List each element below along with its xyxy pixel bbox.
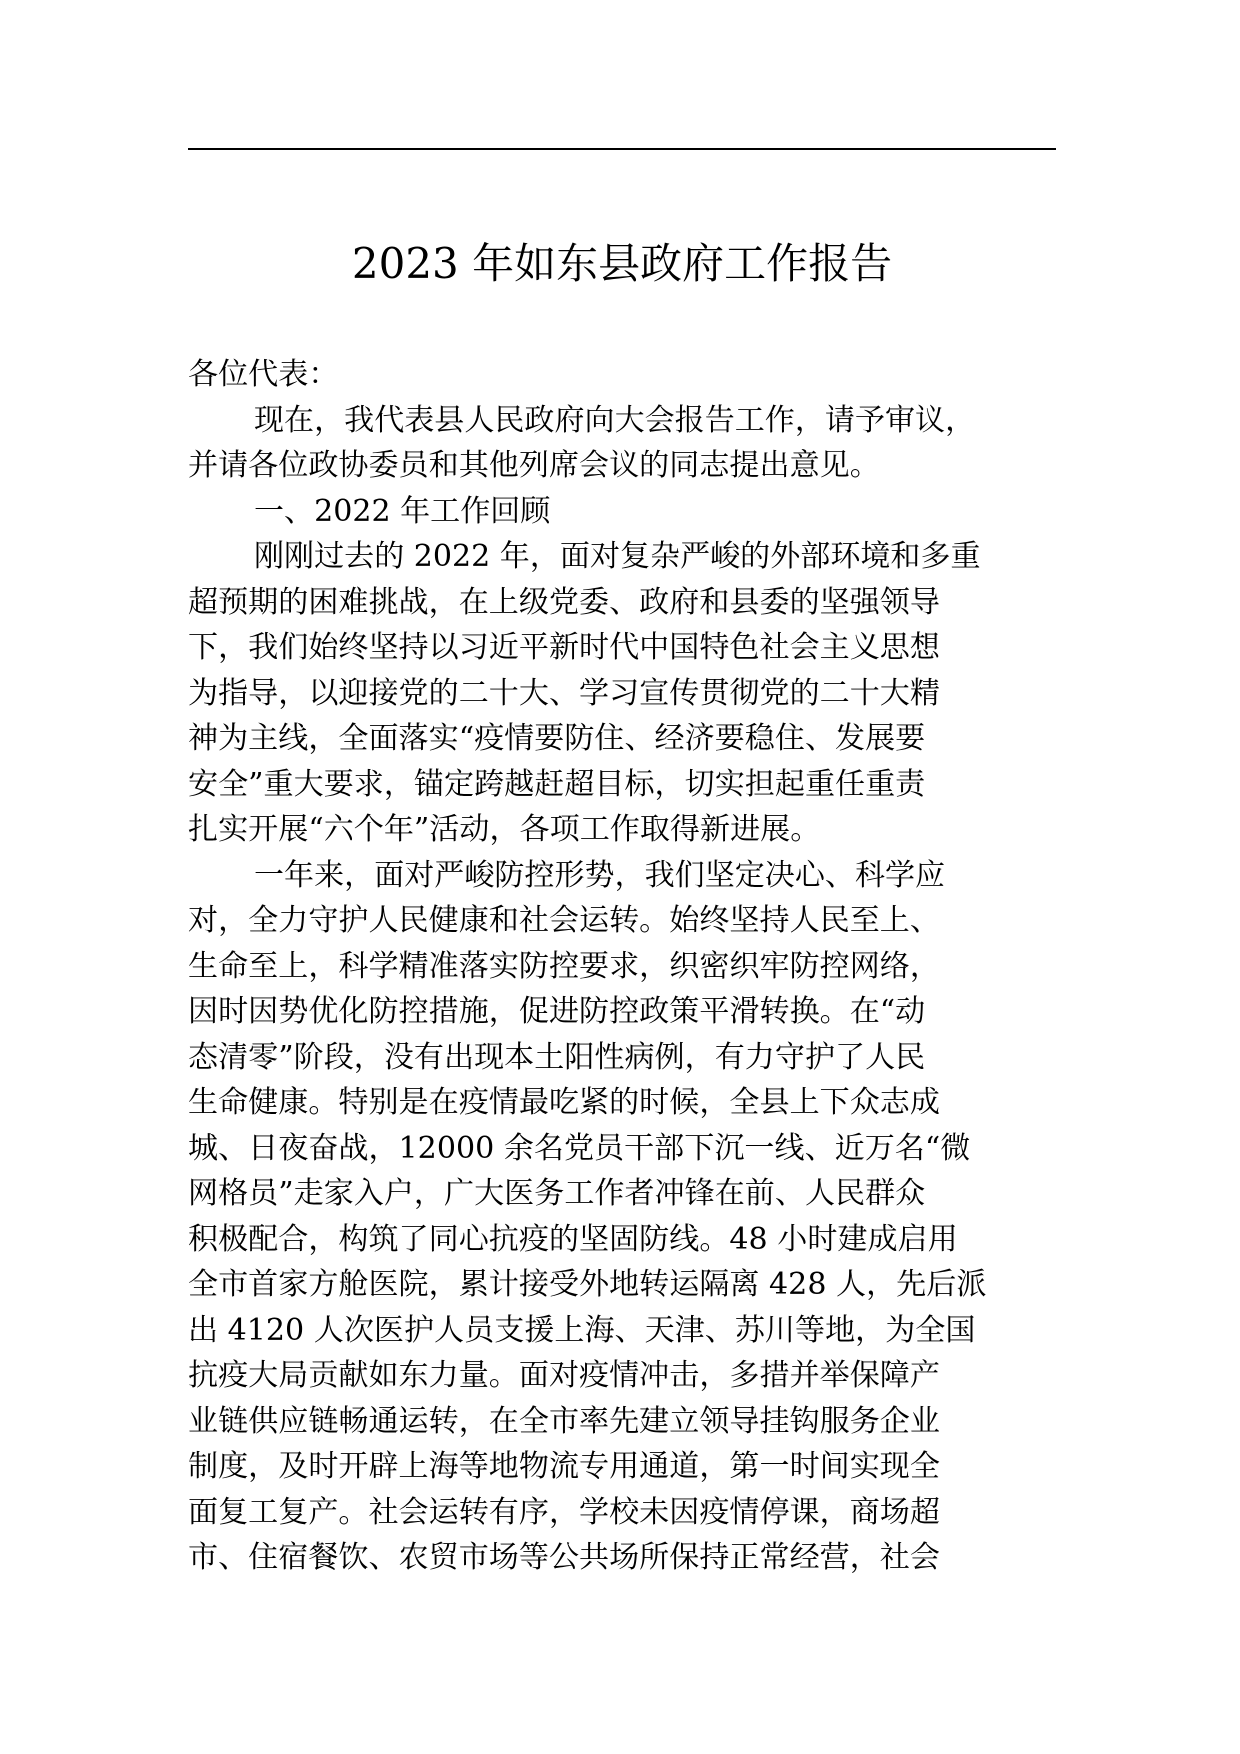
body-line: 积极配合，构筑了同心抗疫的坚固防线。48 小时建成启用 xyxy=(188,1221,958,1257)
body-line: 抗疫大局贡献如东力量。面对疫情冲击，多措并举保障产 xyxy=(188,1358,940,1393)
document-title: 2023 年如东县政府工作报告 xyxy=(351,239,893,288)
body-line: 为指导，以迎接党的二十大、学习宣传贯彻党的二十大精 xyxy=(188,675,940,711)
body-line: 下，我们始终坚持以习近平新时代中国特色社会主义思想 xyxy=(188,630,940,665)
body-line: 市、住宿餐饮、农贸市场等公共场所保持正常经营，社会 xyxy=(188,1540,940,1575)
body-line: 各位代表： xyxy=(188,357,339,392)
body-line: 出 4120 人次医护人员支援上海、天津、苏川等地，为全国 xyxy=(188,1312,976,1348)
body-line: 一年来，面对严峻防控形势，我们坚定决心、科学应 xyxy=(254,857,946,893)
body-line: 因时因势优化防控措施，促进防控政策平滑转换。在“动 xyxy=(188,994,926,1029)
body-line: 现在，我代表县人民政府向大会报告工作，请予审议， xyxy=(254,402,976,438)
header-rule xyxy=(188,148,1056,150)
body-line: 全市首家方舱医院，累计接受外地转运隔离 428 人，先后派 xyxy=(188,1267,987,1302)
body-line: 对，全力守护人民健康和社会运转。始终坚持人民至上、 xyxy=(188,903,940,938)
body-line: 并请各位政协委员和其他列席会议的同志提出意见。 xyxy=(188,448,880,483)
body-line: 制度，及时开辟上海等地物流专用通道，第一时间实现全 xyxy=(188,1449,940,1484)
document-body xyxy=(188,352,1068,1581)
body-line: 一、2022 年工作回顾 xyxy=(254,493,551,529)
body-line: 面复工复产。社会运转有序，学校未因疫情停课，商场超 xyxy=(188,1494,940,1530)
body-line: 业链供应链畅通运转，在全市率先建立领导挂钩服务企业 xyxy=(188,1403,940,1439)
body-line: 超预期的困难挑战，在上级党委、政府和县委的坚强领导 xyxy=(188,584,940,620)
body-line: 生命至上，科学精准落实防控要求，织密织牢防控网络， xyxy=(188,948,940,984)
body-line: 生命健康。特别是在疫情最吃紧的时候，全县上下众志成 xyxy=(188,1085,940,1120)
body-line: 城、日夜奋战，12000 余名党员干部下沉一线、近万名“微 xyxy=(188,1130,971,1166)
body-line: 安全”重大要求，锚定跨越赶超目标，切实担起重任重责 xyxy=(188,766,926,802)
body-line: 态清零”阶段，没有出现本土阳性病例，有力守护了人民 xyxy=(188,1039,926,1075)
body-line: 网格员”走家入户，广大医务工作者冲锋在前、人民群众 xyxy=(188,1176,926,1211)
body-line: 扎实开展“六个年”活动，各项工作取得新进展。 xyxy=(188,812,821,847)
body-line: 神为主线，全面落实“疫情要防住、经济要稳住、发展要 xyxy=(188,721,926,756)
body-line: 刚刚过去的 2022 年，面对复杂严峻的外部环境和多重 xyxy=(254,539,981,574)
